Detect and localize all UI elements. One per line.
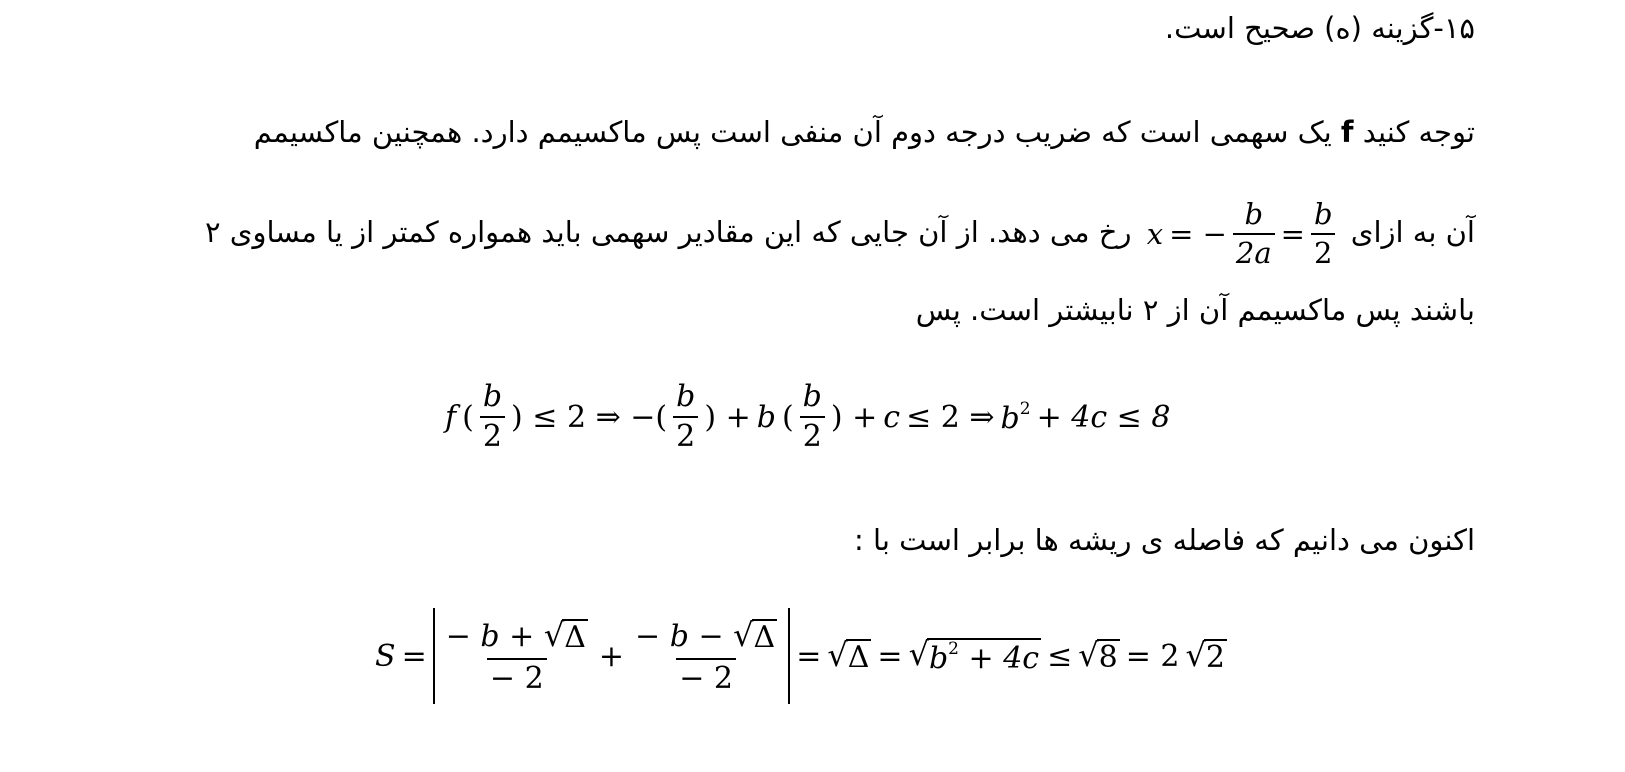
p1-after: یک سهمی است که ضریب درجه دوم آن منفی است پس ماکسیمم دارد. همچنین ماکسیمم <box>253 115 1332 149</box>
p1-before: توجه کنید <box>1362 115 1475 149</box>
paragraph-1 <box>254 112 1475 152</box>
fraction-b-over-2a: $\frac{b}{2a}$ <box>1233 200 1275 268</box>
paragraph-3: باشند پس ماکسیمم آن از ۲ نابیشتر است. پس <box>915 293 1475 327</box>
question-title: ۱۵-گزینه (ه) صحیح است. <box>1164 11 1475 45</box>
inequality-equation: f ( $\frac{b}{2}$ ) ≤ 2 ⇒ −( $\frac{b}{2}$ ) + b ( $\frac{b}{2}$ ) + c ≤ 2 ⇒ $b^2$ + 4c ≤ 8 <box>445 379 1171 454</box>
paragraph-4: اکنون می دانیم که فاصله ی ریشه ها برابر است با : <box>854 523 1475 557</box>
p2-after: رخ می دهد. از آن جایی که این مقادیر سهمی باید همواره کمتر از یا مساوی ۲ <box>205 215 1132 249</box>
absolute-value: − b + √ Δ − 2 + − b − √ Δ − 2 <box>433 608 791 704</box>
p2-before: آن به ازای <box>1350 215 1475 249</box>
paragraph-2 <box>205 197 1475 270</box>
f-symbol: f <box>1340 115 1354 149</box>
vertex-formula: x = − $\frac{b}{2a}$ = $\frac{b}{2}$ <box>1147 200 1336 268</box>
root-distance-equation: S = − b + √ Δ − 2 + − b − √ Δ − 2 = √ Δ = √ $b^2 + 4c$ ≤ √ 8 = 2 √ 2 <box>375 608 1227 704</box>
fraction-b-over-2: $\frac{b}{2}$ <box>1311 200 1336 268</box>
